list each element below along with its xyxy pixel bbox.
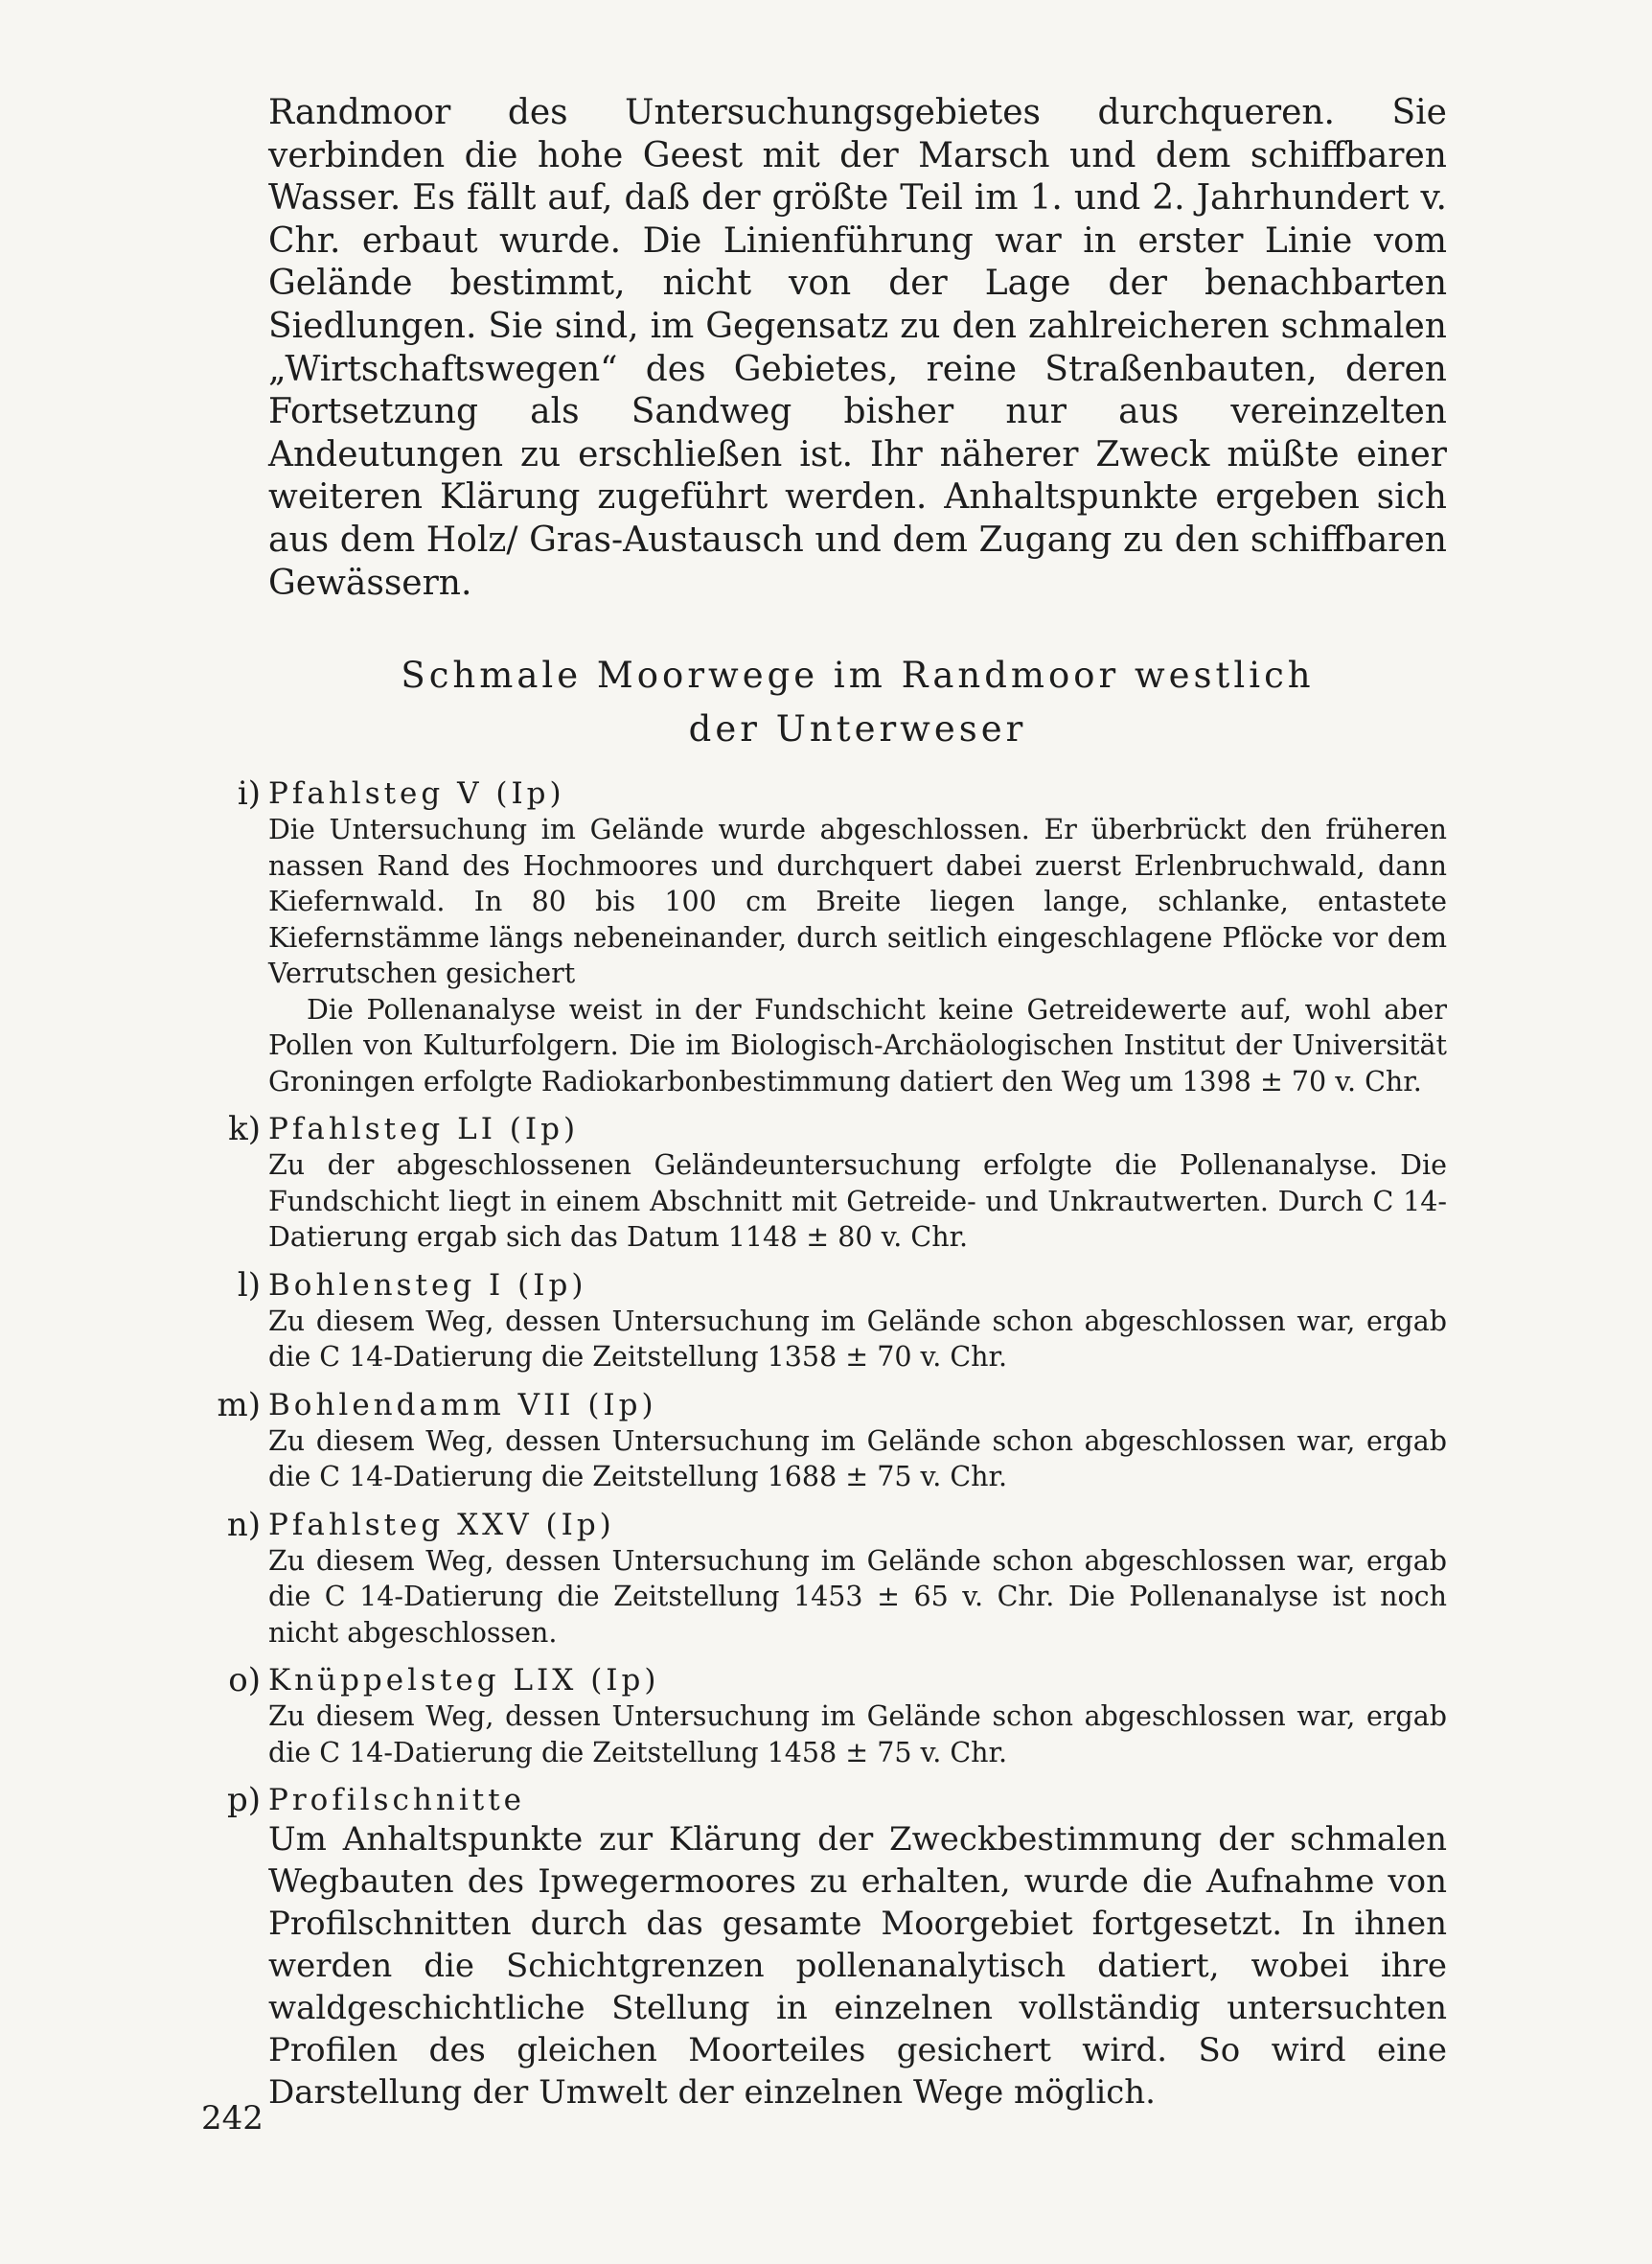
- entry-label: o): [228, 1661, 261, 1700]
- entry-body: Um Anhaltspunkte zur Klärung der Zweckbestimmung der schmalen Wegbauten des Ipwegermoores zu erhalten, wurde die Aufnahme von Profilschnitten durch das gesamte Moorgebiet fortgesetzt. In ihnen werden die Schichtgrenzen pollenanalytisch datiert, wobei ihre waldgeschichtliche Stellung in einzelnen vollständig untersuchten Profilen des gleichen Moorteiles gesichert wird. So wird eine Darstellung der Umwelt der einzelnen Wege möglich.: [268, 1820, 1447, 2113]
- entry-list: [217, 774, 1447, 2114]
- entry-body: Zu diesem Weg, dessen Untersuchung im Gelände schon abgeschlossen war, ergab die C 14-Datierung die Zeitstellung 1688 ± 75 v. Chr.: [268, 1424, 1447, 1493]
- page-number: 242: [201, 2099, 264, 2137]
- entry-p: [226, 1781, 1447, 2114]
- entry-title: Bohlensteg I (Ip): [268, 1267, 587, 1303]
- entry-label: m): [217, 1385, 261, 1424]
- section-heading-line-2: der Unterweser: [688, 708, 1027, 751]
- entry-body: Zu diesem Weg, dessen Untersuchung im Gelände schon abgeschlossen war, ergab die C 14-Datierung die Zeitstellung 1458 ± 75 v. Chr.: [268, 1700, 1447, 1768]
- entry-title: Pfahlsteg V (Ip): [268, 776, 565, 812]
- entry-body-continued: Die Pollenanalyse weist in der Fundschicht keine Getreidewerte auf, wohl aber Pollen von Kulturfolgern. Die im Biologisch-Archäologischen Institut der Universität Groningen erfolgte Radiokarbonbestimmung datiert den Weg um 1398 ± 70 v. Chr.: [268, 993, 1447, 1097]
- entry-l: [237, 1265, 1447, 1375]
- entry-title: Pfahlsteg LI (Ip): [268, 1112, 580, 1147]
- section-heading-line-1: Schmale Moorwege im Randmoor westlich: [401, 655, 1315, 697]
- entry-title: Knüppelsteg LIX (Ip): [268, 1663, 660, 1698]
- entry-m: [217, 1385, 1447, 1495]
- entry-k: [228, 1110, 1447, 1256]
- entry-body: Zu der abgeschlossenen Geländeuntersuchung erfolgte die Pollenanalyse. Die Fundschicht liegt in einem Abschnitt mit Getreide- und Unkrautwerten. Durch C 14-Datierung ergab sich das Datum 1148 ± 80 v. Chr.: [268, 1149, 1447, 1254]
- entry-n: [226, 1505, 1447, 1652]
- entry-label: p): [226, 1781, 261, 1820]
- entry-label: k): [228, 1110, 261, 1149]
- entry-label: n): [226, 1505, 261, 1544]
- entry-body: Zu diesem Weg, dessen Untersuchung im Gelände schon abgeschlossen war, ergab die C 14-Datierung die Zeitstellung 1453 ± 65 v. Chr. Die Pollenanalyse ist noch nicht abgeschlossen.: [268, 1544, 1447, 1649]
- entry-body: Die Untersuchung im Gelände wurde abgeschlossen. Er überbrückt den früheren nassen Rand des Hochmoores und durchquert dabei zuerst Erlenbruchwald, dann Kiefernwald. In 80 bis 100 cm Breite liegen lange, schlanke, entastete Kiefernstämme längs nebeneinander, durch seitlich eingeschlagene Pflöcke vor dem Verrutschen gesichert: [268, 814, 1447, 990]
- entry-title: Pfahlsteg XXV (Ip): [268, 1507, 615, 1542]
- entry-i: [237, 774, 1447, 1099]
- entry-label: l): [237, 1265, 261, 1305]
- entry-o: [228, 1661, 1447, 1770]
- entry-title: Profilschnitte: [268, 1783, 526, 1818]
- intro-paragraph: Randmoor des Untersuchungsgebietes durchqueren. Sie verbinden die hohe Geest mit der Marsch und dem schiffbaren Wasser. Es fällt auf, daß der größte Teil im 1. und 2. Jahrhundert v. Chr. erbaut wurde. Die Linienführung war in erster Linie vom Gelände bestimmt, nicht von der Lage der benachbarten Siedlungen. Sie sind, im Gegensatz zu den zahlreicheren schmalen „Wirtschaftswegen“ des Gebietes, reine Straßenbauten, deren Fortsetzung als Sandweg bisher nur aus vereinzelten Andeutungen zu erschließen ist. Ihr näherer Zweck müßte einer weiteren Klärung zugeführt werden. Anhaltspunkte ergeben sich aus dem Holz/ Gras-Austausch und dem Zugang zu den schiffbaren Gewässern.: [268, 93, 1447, 603]
- entry-title: Bohlendamm VII (Ip): [268, 1387, 657, 1422]
- entry-label: i): [237, 774, 261, 814]
- section-heading: [268, 649, 1447, 756]
- entry-body: Zu diesem Weg, dessen Untersuchung im Gelände schon abgeschlossen war, ergab die C 14-Datierung die Zeitstellung 1358 ± 70 v. Chr.: [268, 1305, 1447, 1374]
